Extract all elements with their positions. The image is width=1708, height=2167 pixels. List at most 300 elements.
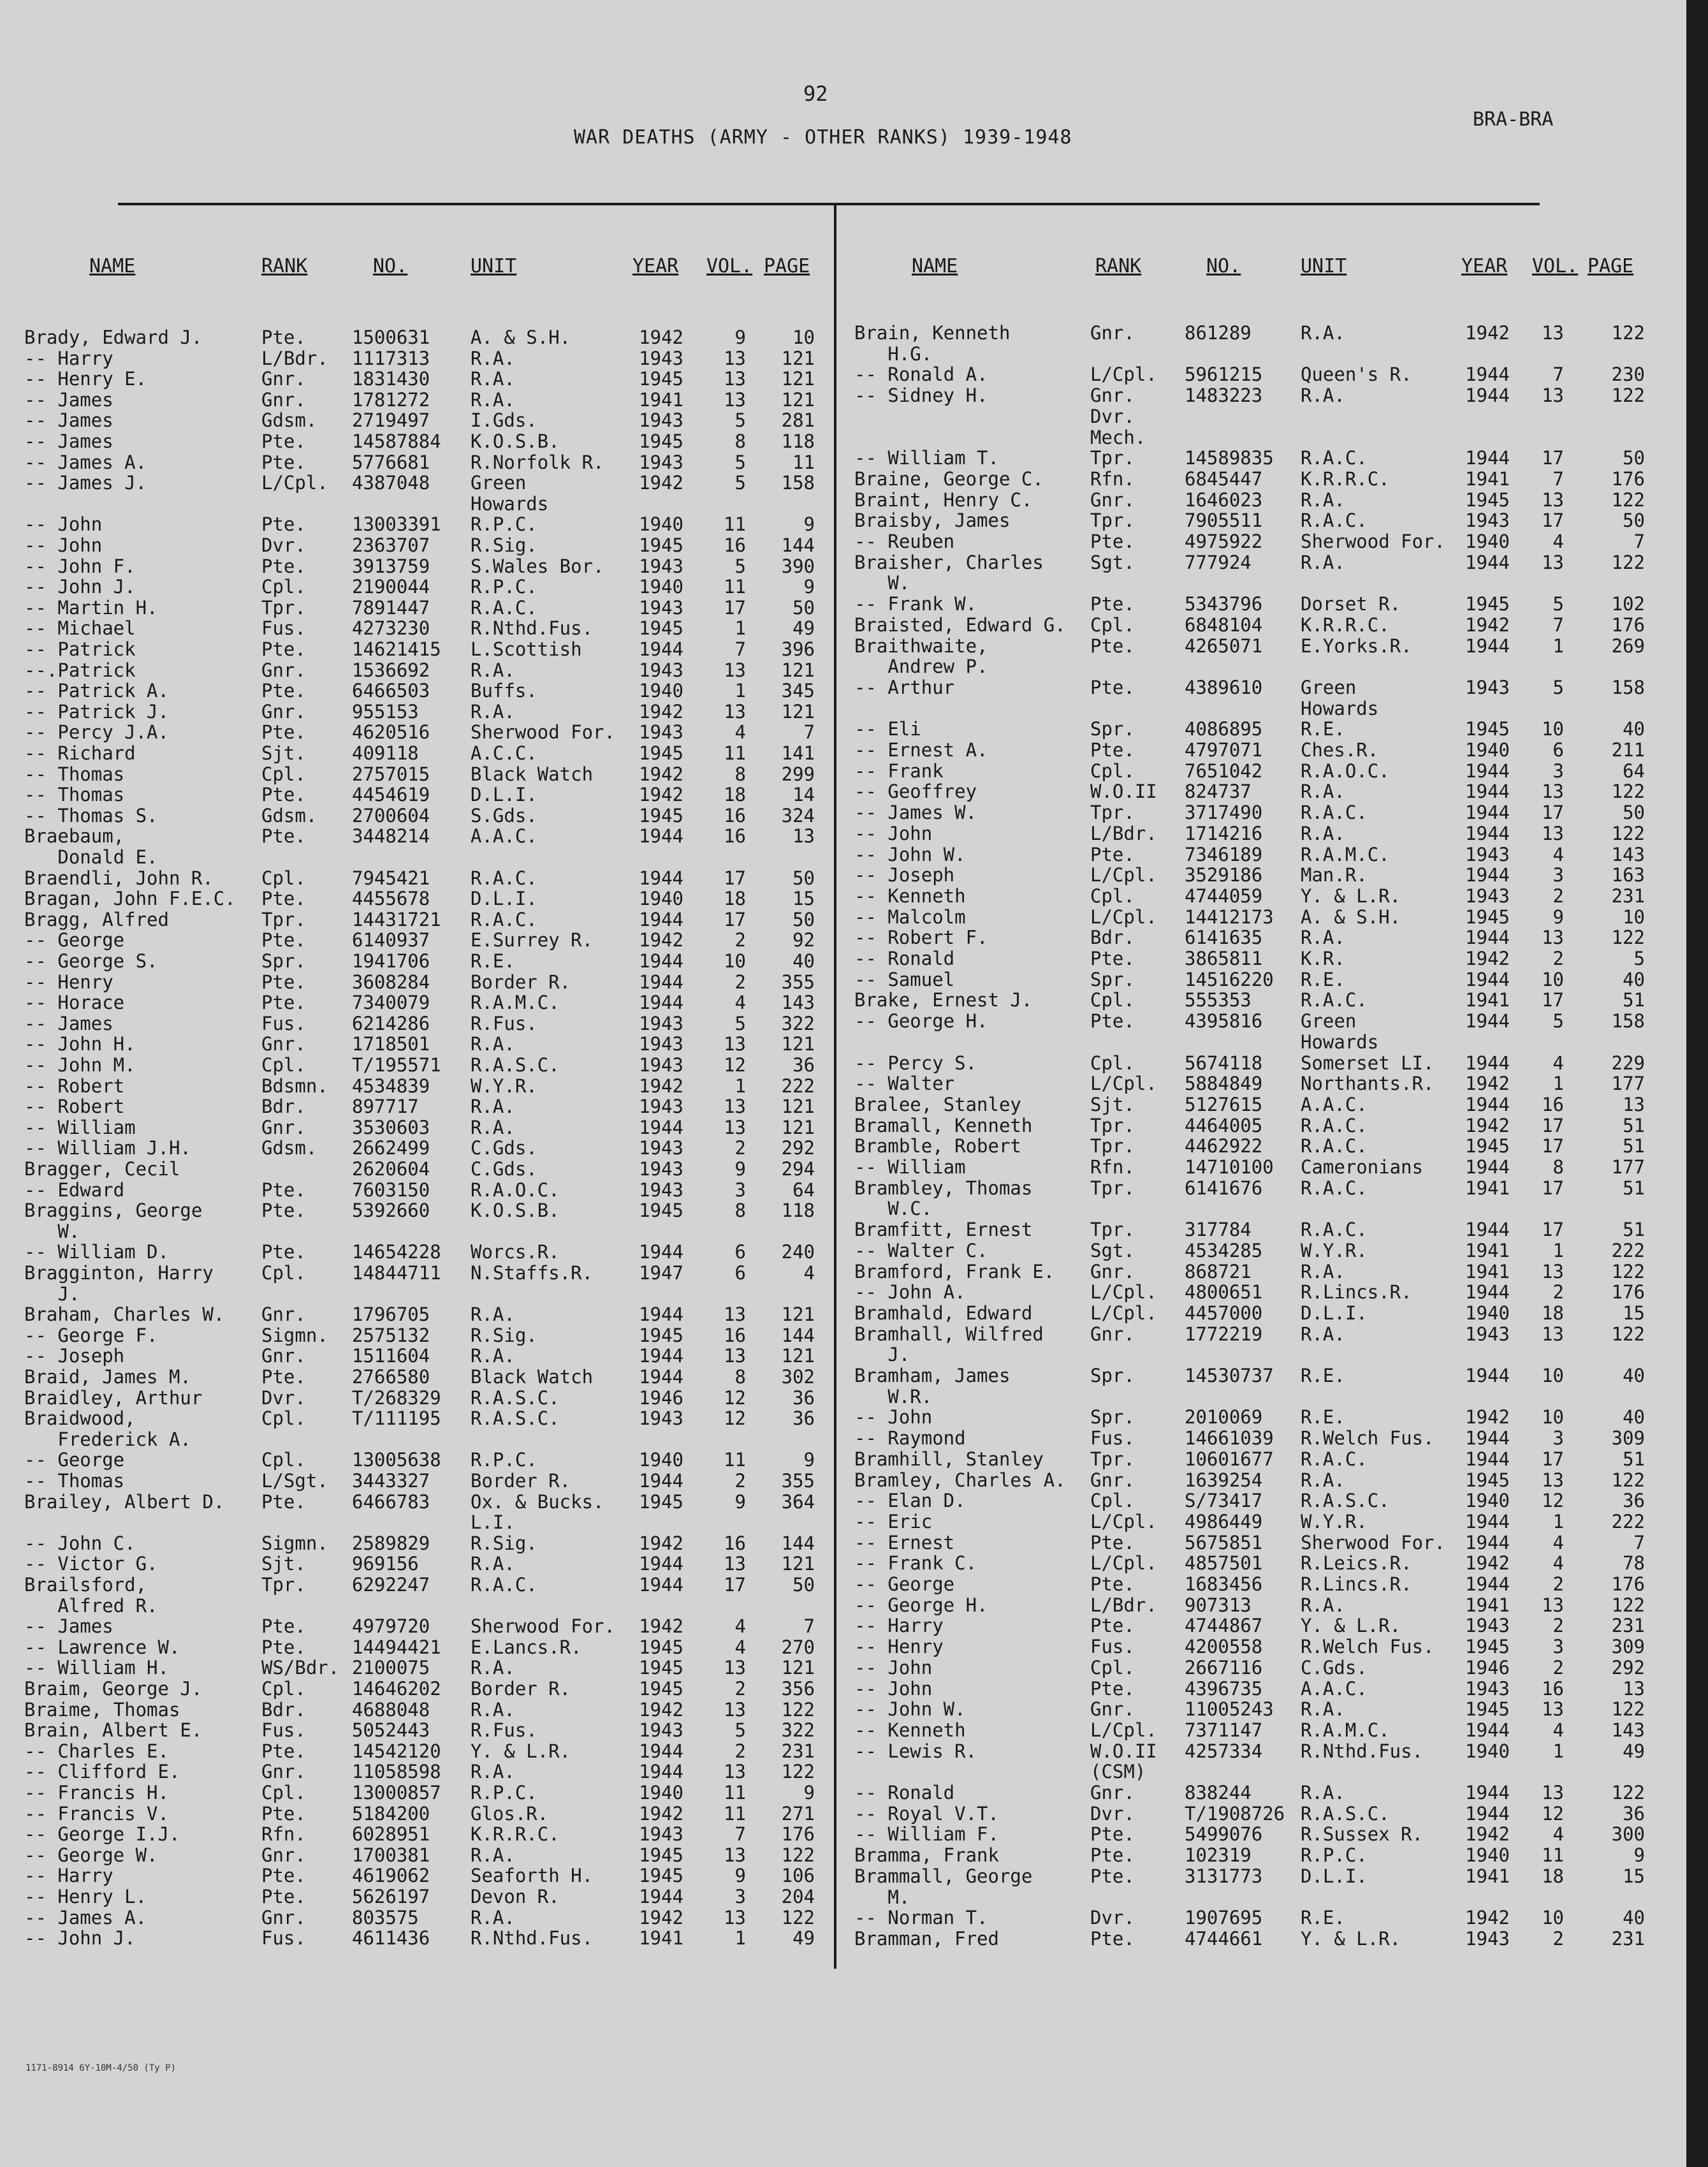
cell-yr: 1945 (639, 1865, 683, 1887)
cell-no: 317784 (1185, 1219, 1252, 1241)
cell-name: -- John W. (854, 843, 966, 865)
cell-no: 1536692 (352, 659, 430, 681)
cell-unit: S.Gds. (471, 804, 537, 826)
page-title: WAR DEATHS (ARMY - OTHER RANKS) 1939-1948 (574, 126, 1072, 149)
cell-rank: Cpl. (1090, 1656, 1135, 1679)
cell-unit: Sherwood For. (471, 721, 615, 744)
table-row (0, 406, 1686, 426)
cell-yr: 1945 (1465, 488, 1510, 511)
cell-yr: 1945 (1465, 1469, 1510, 1491)
cell-vol: 4 (734, 721, 746, 744)
cell-pg: 121 (781, 388, 815, 411)
cell-name: Donald E. (24, 846, 158, 868)
cell-name: -- Reuben (854, 531, 955, 552)
table-row (0, 1573, 1686, 1594)
cell-no: 5184200 (352, 1802, 430, 1825)
cell-pg: 50 (792, 908, 815, 930)
cell-no: 4273230 (352, 617, 430, 640)
cell-rank: Cpl. (261, 763, 306, 785)
table-row (0, 948, 1686, 968)
cell-rank: L/Cpl. (1090, 864, 1157, 886)
cell-name: -- John F. (24, 555, 136, 577)
cell-unit: R.A.C. (1301, 510, 1368, 532)
cell-pg: 144 (781, 1532, 815, 1554)
cell-unit: R.A. (471, 388, 515, 411)
cell-no: 7945421 (352, 867, 430, 889)
table-row (0, 698, 1686, 718)
cell-vol: 5 (734, 451, 746, 473)
cell-vol: 8 (734, 1200, 746, 1222)
cell-yr: 1943 (1465, 510, 1510, 532)
cell-rank: Pte. (261, 1802, 306, 1825)
cell-unit: R.A. (471, 1116, 515, 1138)
cell-pg: 50 (792, 1574, 815, 1596)
cell-rank: Pte. (1090, 676, 1135, 698)
cell-pg: 50 (1623, 447, 1645, 469)
cell-yr: 1946 (639, 1386, 683, 1409)
cell-vol: 17 (1542, 989, 1564, 1011)
cell-vol: 7 (734, 1823, 746, 1846)
col-header-vol: VOL. (1532, 255, 1579, 277)
cell-no: 868721 (1185, 1260, 1252, 1282)
cell-pg: 121 (781, 1096, 815, 1118)
cell-no: 6845447 (1185, 467, 1263, 490)
cell-unit: R.Nthd.Fus. (471, 617, 594, 640)
cell-vol: 13 (724, 659, 746, 681)
cell-pg: 122 (781, 1761, 815, 1783)
cell-pg: 292 (781, 1137, 815, 1159)
cell-name: -- George I.J. (24, 1823, 180, 1846)
cell-yr: 1941 (639, 1927, 683, 1950)
cell-no: 1646023 (1185, 488, 1263, 511)
cell-yr: 1944 (639, 992, 683, 1014)
cell-pg: 230 (1611, 364, 1645, 386)
cell-pg: 106 (781, 1865, 815, 1887)
cell-name: -- Kenneth (854, 1719, 966, 1741)
cell-pg: 51 (1623, 989, 1645, 1011)
cell-rank: Sgt. (1090, 551, 1135, 573)
cell-rank: Gnr. (261, 388, 306, 411)
table-row (0, 1094, 1686, 1114)
cell-unit: R.Lincs.R. (1301, 1573, 1412, 1595)
cell-name: -- Norman T. (854, 1907, 988, 1929)
cell-vol: 10 (724, 950, 746, 972)
cell-name: Bramall, Kenneth (854, 1114, 1033, 1136)
cell-pg: 49 (792, 617, 815, 640)
cell-yr: 1942 (639, 1615, 683, 1638)
cell-name: -- Robert (24, 1096, 125, 1118)
cell-name: -- Charles E. (24, 1740, 169, 1762)
cell-yr: 1942 (639, 1532, 683, 1554)
cell-pg: 231 (1611, 1615, 1645, 1637)
cell-unit: Y. & L.R. (1301, 885, 1401, 907)
cell-pg: 122 (1611, 1260, 1645, 1282)
cell-name: -- Eli (854, 718, 921, 740)
cell-vol: 17 (724, 867, 746, 889)
cell-unit: R.A. (1301, 1594, 1345, 1616)
cell-no: 4462922 (1185, 1135, 1263, 1157)
cell-unit: R.A.C. (1301, 1135, 1368, 1157)
cell-unit: R.A. (471, 1096, 515, 1118)
cell-vol: 13 (1542, 822, 1564, 844)
cell-no: 1831430 (352, 368, 430, 390)
cell-name: -- Elan D. (854, 1490, 966, 1512)
cell-pg: 9 (803, 1449, 815, 1471)
cell-rank: Pte. (1090, 593, 1135, 615)
cell-vol: 13 (724, 1698, 746, 1721)
cell-pg: 309 (1611, 1427, 1645, 1450)
table-row (0, 1865, 1686, 1886)
cell-vol: 13 (724, 1304, 746, 1326)
cell-name: -- John J. (24, 576, 136, 598)
cell-unit: A. & S.H. (471, 327, 571, 348)
cell-no: 803575 (352, 1906, 419, 1928)
cell-rank: Bdr. (1090, 927, 1135, 949)
cell-no: 824737 (1185, 781, 1252, 803)
cell-yr: 1943 (639, 1033, 683, 1055)
cell-name: -- Ronald (854, 948, 955, 969)
cell-vol: 2 (734, 1740, 746, 1762)
cell-vol: 13 (1542, 551, 1564, 573)
cell-rank: Tpr. (261, 1574, 306, 1596)
cell-yr: 1940 (639, 888, 683, 910)
cell-rank: Pte. (261, 451, 306, 473)
cell-pg: 231 (781, 1740, 815, 1762)
table-row (0, 1031, 1686, 1052)
cell-yr: 1944 (1465, 1427, 1510, 1450)
cell-yr: 1944 (1465, 1448, 1510, 1470)
cell-unit: R.P.C. (471, 1449, 537, 1471)
cell-no: 4857501 (1185, 1552, 1263, 1575)
cell-unit: L.I. (471, 1511, 515, 1534)
cell-vol: 13 (724, 1906, 746, 1928)
cell-no: 7346189 (1185, 843, 1263, 865)
cell-no: 897717 (352, 1096, 419, 1118)
cell-rank: Pte. (261, 513, 306, 536)
cell-yr: 1943 (639, 1823, 683, 1846)
cell-pg: 176 (781, 1823, 815, 1846)
cell-unit: Y. & L.R. (1301, 1927, 1401, 1950)
cell-pg: 231 (1611, 885, 1645, 907)
cell-vol: 2 (1552, 885, 1564, 907)
cell-no: 6141635 (1185, 927, 1263, 949)
cell-vol: 4 (1552, 1719, 1564, 1741)
cell-unit: A.A.C. (471, 825, 537, 848)
table-row (0, 1594, 1686, 1615)
cell-yr: 1945 (1465, 906, 1510, 928)
cell-rank: Dvr. (261, 1386, 306, 1409)
cell-vol: 5 (734, 1719, 746, 1742)
cell-pg: 322 (781, 1719, 815, 1742)
col-header-name: NAME (912, 255, 958, 277)
cell-no: 1511604 (352, 1345, 430, 1367)
cell-vol: 7 (1552, 364, 1564, 386)
cell-yr: 1943 (639, 347, 683, 369)
cell-rank: Pte. (261, 721, 306, 744)
cell-name: M. (854, 1886, 910, 1908)
cell-yr: 1940 (639, 576, 683, 598)
cell-name: -- James (24, 1012, 113, 1034)
cell-vol: 16 (724, 1532, 746, 1554)
table-row (0, 1823, 1686, 1844)
cell-pg: 231 (1611, 1927, 1645, 1950)
cell-vol: 13 (724, 1116, 746, 1138)
cell-yr: 1944 (639, 971, 683, 993)
cell-yr: 1944 (1465, 364, 1510, 386)
table-row (0, 1302, 1686, 1326)
cell-name: -- John (854, 822, 933, 844)
cell-rank: Cpl. (261, 1407, 306, 1430)
cell-name: Brake, Ernest J. (854, 989, 1033, 1011)
col-header-rank: RANK (1095, 255, 1142, 277)
cell-yr: 1944 (1465, 1531, 1510, 1554)
cell-no: 14621415 (352, 638, 441, 660)
cell-name: -- Horace (24, 992, 125, 1014)
cell-vol: 2 (1552, 1656, 1564, 1679)
cell-rank: Tpr. (1090, 447, 1135, 469)
cell-pg: 36 (792, 1407, 815, 1430)
table-row (0, 781, 1686, 801)
cell-name: Bramman, Fred (854, 1927, 999, 1950)
cell-vol: 12 (724, 1407, 746, 1430)
cell-rank: Gnr. (1090, 1698, 1135, 1721)
cell-vol: 17 (1542, 1114, 1564, 1136)
cell-vol: 2 (734, 929, 746, 951)
cell-pg: 300 (1611, 1823, 1645, 1846)
cell-unit: R.A. (471, 368, 515, 390)
cell-vol: 4 (1552, 531, 1564, 552)
cell-unit: Cameronians (1301, 1156, 1424, 1178)
cell-no: 4688048 (352, 1698, 430, 1721)
cell-rank: Pte. (1090, 635, 1135, 657)
cell-no: 3448214 (352, 825, 430, 848)
cell-rank: Spr. (261, 950, 306, 972)
table-row (0, 1698, 1686, 1719)
cell-name: -- James A. (24, 1906, 147, 1928)
cell-unit: Ches.R. (1301, 739, 1379, 761)
cell-unit: R.A. (1301, 1782, 1345, 1803)
cell-yr: 1943 (639, 659, 683, 681)
cell-pg: 158 (781, 472, 815, 494)
cell-no: 555353 (1185, 989, 1252, 1011)
cell-vol: 10 (1542, 1907, 1564, 1929)
cell-no: 1500631 (352, 327, 430, 348)
cell-unit: R.A. (1301, 1469, 1345, 1491)
cell-unit: R.A. (1301, 385, 1345, 407)
cell-vol: 11 (724, 1782, 746, 1803)
cell-yr: 1940 (1465, 739, 1510, 761)
cell-pg: 5 (1633, 948, 1645, 969)
cell-no: T/268329 (352, 1386, 441, 1409)
cell-rank: L/Bdr. (1090, 822, 1157, 844)
cell-name: Bramham, James (854, 1365, 1011, 1386)
cell-no: 2575132 (352, 1324, 430, 1346)
cell-rank: Sjt. (1090, 1093, 1135, 1115)
cell-rank: Gnr. (1090, 322, 1135, 344)
table-row (0, 1552, 1686, 1573)
cell-unit: Black Watch (471, 763, 594, 785)
cell-unit: Northants.R. (1301, 1073, 1434, 1095)
cell-rank: Bdsmn. (261, 1075, 328, 1097)
cell-unit: R.A.C. (1301, 1219, 1368, 1241)
col-header-no: NO. (373, 255, 408, 277)
cell-name: -- Robert (24, 1075, 125, 1097)
cell-pg: 7 (803, 721, 815, 744)
cell-yr: 1945 (639, 1678, 683, 1700)
cell-rank: Gnr. (1090, 385, 1135, 407)
cell-name: Bragger, Cecil (24, 1158, 180, 1180)
cell-rank: Tpr. (1090, 1219, 1135, 1241)
cell-unit: Man.R. (1301, 864, 1368, 886)
cell-name: W.R. (854, 1385, 933, 1407)
table-row (0, 1219, 1686, 1239)
cell-rank: Gnr. (1090, 1469, 1135, 1491)
cell-pg: 64 (792, 1179, 815, 1201)
cell-unit: R.A. (1301, 822, 1345, 844)
cell-pg: 270 (781, 1636, 815, 1658)
cell-rank: Sgt. (1090, 1239, 1135, 1261)
cell-name: Bramma, Frank (854, 1844, 999, 1867)
cell-yr: 1945 (639, 1324, 683, 1346)
table-row (0, 1052, 1686, 1073)
cell-no: 7371147 (1185, 1719, 1263, 1741)
cell-vol: 16 (724, 534, 746, 556)
cell-rank: Cpl. (261, 1678, 306, 1700)
cell-rank: Pte. (1090, 531, 1135, 552)
cell-name: Bragan, John F.E.C. (24, 888, 236, 910)
col-header-rank: RANK (261, 255, 308, 277)
cell-unit: A.A.C. (1301, 1093, 1368, 1115)
cell-pg: 9 (1633, 1844, 1645, 1867)
cell-pg: 355 (781, 971, 815, 993)
cell-vol: 2 (1552, 948, 1564, 969)
cell-vol: 5 (734, 472, 746, 494)
cell-unit: R.A.O.C. (471, 1179, 560, 1201)
cell-yr: 1944 (1465, 1156, 1510, 1178)
cell-unit: R.A.C. (471, 867, 537, 889)
table-row (0, 1344, 1686, 1364)
cell-yr: 1944 (1465, 385, 1510, 407)
cell-rank: Cpl. (261, 1262, 306, 1284)
cell-name: -- Walter C. (854, 1239, 988, 1261)
cell-name: -- James W. (854, 802, 977, 824)
cell-rank: Pte. (261, 1179, 306, 1201)
cell-rank: L/Cpl. (1090, 1719, 1157, 1741)
cell-yr: 1942 (639, 763, 683, 785)
cell-yr: 1944 (1465, 551, 1510, 573)
cell-yr: 1945 (639, 742, 683, 764)
cell-rank: Spr. (1090, 1365, 1135, 1386)
cell-rank: Cpl. (1090, 1052, 1135, 1074)
cell-unit: Sherwood For. (1301, 1531, 1445, 1554)
cell-unit: K.O.S.B. (471, 430, 560, 452)
cell-name: -- Sidney H. (854, 385, 988, 407)
cell-name: Brady, Edward J. (24, 327, 203, 348)
cell-unit: R.Welch Fus. (1301, 1427, 1434, 1450)
cell-vol: 3 (734, 1179, 746, 1201)
table-row (0, 510, 1686, 530)
cell-vol: 13 (1542, 927, 1564, 949)
cell-no: 6214286 (352, 1012, 430, 1034)
cell-vol: 2 (734, 971, 746, 993)
cell-rank: Cpl. (261, 867, 306, 889)
cell-vol: 3 (1552, 760, 1564, 782)
cell-unit: R.Sig. (471, 1324, 537, 1346)
cell-yr: 1940 (639, 1782, 683, 1803)
cell-unit: D.L.I. (1301, 1865, 1368, 1887)
cell-unit: W.Y.R. (471, 1075, 537, 1097)
cell-name: -- Geoffrey (854, 781, 977, 803)
cell-no: 4395816 (1185, 1010, 1263, 1032)
cell-unit: R.A. (1301, 1323, 1345, 1345)
col-header-page: PAGE (764, 255, 810, 277)
cell-unit: D.L.I. (471, 784, 537, 806)
cell-rank: Pte. (1090, 739, 1135, 761)
cell-rank: L/Cpl. (1090, 1552, 1157, 1575)
cell-vol: 5 (1552, 676, 1564, 698)
cell-no: 7905511 (1185, 510, 1263, 532)
cell-vol: 8 (734, 763, 746, 785)
cell-pg: 78 (1623, 1552, 1645, 1575)
cell-name: -- William (854, 1156, 966, 1178)
cell-name: Frederick A. (24, 1428, 191, 1450)
cell-pg: 292 (1611, 1656, 1645, 1679)
cell-no: 3717490 (1185, 802, 1263, 824)
cell-no: 4457000 (1185, 1302, 1263, 1324)
table-row (0, 1135, 1686, 1156)
cell-unit: Howards (1301, 1031, 1379, 1053)
cell-pg: 396 (781, 638, 815, 660)
cell-no: 3530603 (352, 1116, 430, 1138)
cell-yr: 1944 (1465, 1510, 1510, 1532)
cell-name: -- John J. (24, 1927, 136, 1950)
cell-pg: 222 (1611, 1510, 1645, 1532)
table-row (0, 969, 1686, 989)
cell-yr: 1941 (1465, 1260, 1510, 1282)
cell-yr: 1943 (1465, 1677, 1510, 1700)
cell-vol: 16 (724, 804, 746, 826)
cell-vol: 1 (734, 1927, 746, 1950)
cell-name: -- Kenneth (854, 885, 966, 907)
cell-name: -- John H. (24, 1033, 136, 1055)
cell-no: 14530737 (1185, 1365, 1274, 1386)
cell-rank: Pte. (261, 638, 306, 660)
cell-unit: R.A. (471, 1033, 515, 1055)
cell-yr: 1944 (639, 908, 683, 930)
cell-no: 2719497 (352, 409, 430, 432)
cell-name: -- Samuel (854, 968, 955, 990)
cell-rank: Gnr. (261, 659, 306, 681)
cell-no: 1718501 (352, 1033, 430, 1055)
cell-vol: 2 (1552, 1573, 1564, 1595)
cell-pg: 122 (1611, 551, 1645, 573)
table-row (0, 1928, 1686, 1948)
cell-name: -- Francis H. (24, 1782, 169, 1803)
cell-unit: R.A. (1301, 488, 1345, 511)
cell-pg: 121 (781, 347, 815, 369)
cell-yr: 1942 (1465, 1406, 1510, 1429)
cell-no: 14646202 (352, 1678, 441, 1700)
cell-vol: 8 (734, 1366, 746, 1388)
cell-vol: 13 (724, 1761, 746, 1783)
cell-vol: 4 (734, 992, 746, 1014)
cell-rank: WS/Bdr. (261, 1657, 340, 1679)
cell-rank: Pte. (261, 929, 306, 951)
cell-unit: Ox. & Bucks. (471, 1490, 604, 1513)
cell-yr: 1943 (1465, 885, 1510, 907)
cell-yr: 1942 (639, 1802, 683, 1825)
cell-name: -- Robert F. (854, 927, 988, 949)
